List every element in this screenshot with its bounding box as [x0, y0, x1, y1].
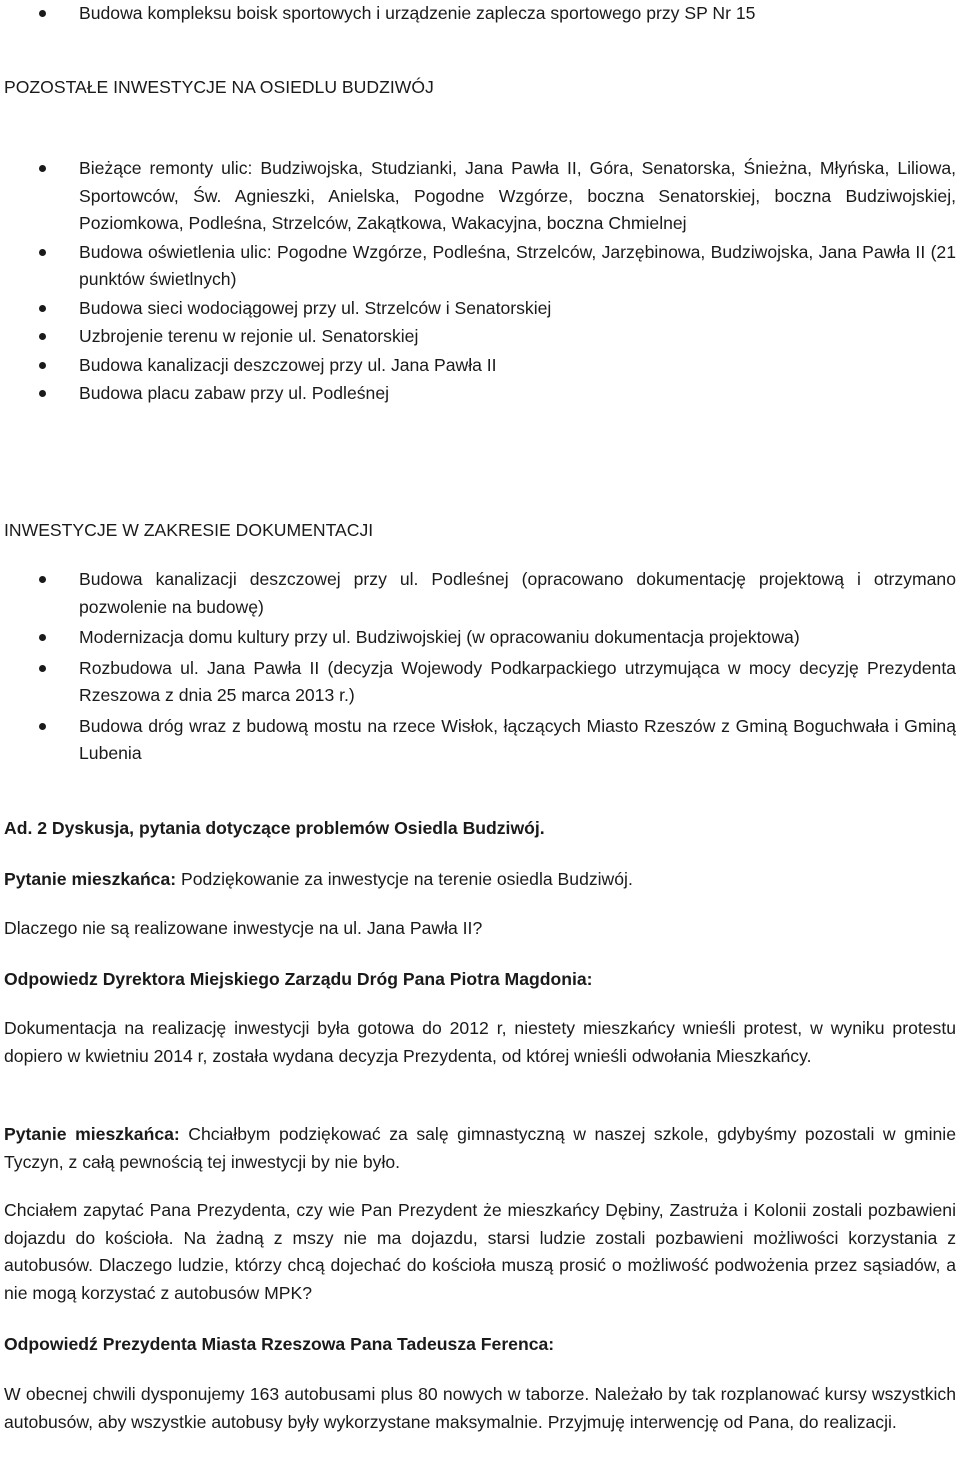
resident-question-1-followup: Dlaczego nie są realizowane inwestycje na ul. Jana Pawła II? [4, 918, 483, 938]
bullet-icon [39, 333, 46, 340]
list-item: Budowa kanalizacji deszczowej przy ul. Jana Pawła II [0, 352, 956, 380]
other-investments-list [0, 155, 956, 409]
question-label: Pytanie mieszkańca: [4, 1124, 180, 1144]
list-item: Budowa sieci wodociągowej przy ul. Strzelców i Senatorskiej [0, 295, 956, 323]
bullet-icon [39, 390, 46, 397]
resident-question-1 [4, 866, 956, 894]
list-item: Budowa kompleksu boisk sportowych i urządzenie zaplecza sportowego przy SP Nr 15 [0, 0, 956, 28]
bullet-icon [39, 362, 46, 369]
list-item: Budowa placu zabaw przy ul. Podleśnej [0, 380, 956, 408]
bullet-icon [39, 634, 46, 641]
list-item: Budowa oświetlenia ulic: Pogodne Wzgórze, Podleśna, Strzelców, Jarzębinowa, Budziwojska, Jana Pawła II (21 punktów świetlnych) [0, 239, 956, 294]
list-item: Budowa dróg wraz z budową mostu na rzece Wisłok, łączących Miasto Rzeszów z Gminą Boguchwała i Gminą Lubenia [0, 713, 956, 768]
list-item: Budowa kanalizacji deszczowej przy ul. Podleśnej (opracowano dokumentację projektową i otrzymano pozwolenie na budowę) [0, 566, 956, 621]
bullet-icon [39, 576, 46, 583]
section-heading-documentation: INWESTYCJE W ZAKRESIE DOKUMENTACJI [4, 520, 374, 540]
list-item: Bieżące remonty ulic: Budziwojska, Studzianki, Jana Pawła II, Góra, Senatorska, Śnieżna, Młyńska, Liliowa, Sportowców, Św. Agnieszki, Anielska, Pogodne Wzgórze, boczna Senatorskiej, boczna Budziwojskiej, Poziomkowa, Podleśna, Strzelców, Zakątkowa, Wakacyjna, boczna Chmielnej [0, 155, 956, 238]
agenda-item-heading: Ad. 2 Dyskusja, pytania dotyczące problemów Osiedla Budziwój. [4, 818, 545, 838]
section-heading-other-investments: POZOSTAŁE INWESTYCJE NA OSIEDLU BUDZIWÓJ [4, 77, 434, 97]
bullet-icon [39, 723, 46, 730]
bullet-icon [39, 10, 46, 17]
question-label: Pytanie mieszkańca: [4, 869, 177, 889]
top-bullet-list [0, 0, 956, 28]
question-text: Podziękowanie za inwestycje na terenie osiedla Budziwój. [176, 869, 633, 889]
list-item: Modernizacja domu kultury przy ul. Budziwojskiej (w opracowaniu dokumentacja projektowa) [0, 624, 956, 652]
bullet-icon [39, 165, 46, 172]
resident-question-2 [4, 1121, 956, 1176]
answer-2-heading: Odpowiedź Prezydenta Miasta Rzeszowa Pana Tadeusza Ferenca: [4, 1334, 555, 1354]
resident-question-2-followup: Chciałem zapytać Pana Prezydenta, czy wie Pan Prezydent że mieszkańcy Dębiny, Zastruża i Kolonii zostali pozbawieni dojazdu do kościoła. Na żadną z mszy nie ma dojazdu, starsi ludzie zostali pozbawieni możliwości korzystania z autobusów. Dlaczego ludzie, którzy chcą dojechać do kościoła muszą prosić o możliwość podwożenia przez sąsiadów, a nie mogą korzystać z autobusów MPK? [4, 1200, 956, 1303]
list-item: Uzbrojenie terenu w rejonie ul. Senatorskiej [0, 323, 956, 351]
list-item: Rozbudowa ul. Jana Pawła II (decyzja Wojewody Podkarpackiego utrzymująca w mocy decyzję Prezydenta Rzeszowa z dnia 25 marca 2013 r.) [0, 655, 956, 710]
documentation-investments-list [0, 566, 956, 771]
question-text: Chciałbym podziękować za salę gimnastyczną w naszej szkole, gdybyśmy pozostali w gminie Tyczyn, z całą pewnością tej inwestycji by nie było. [4, 1124, 956, 1172]
bullet-icon [39, 665, 46, 672]
bullet-icon [39, 249, 46, 256]
answer-1-heading: Odpowiedz Dyrektora Miejskiego Zarządu Dróg Pana Piotra Magdonia: [4, 969, 593, 989]
bullet-icon [39, 305, 46, 312]
answer-1-text: Dokumentacja na realizację inwestycji była gotowa do 2012 r, niestety mieszkańcy wnieśli protest, w wyniku protestu dopiero w kwietniu 2014 r, została wydana decyzja Prezydenta, od której wnieśli odwołania Mieszkańcy. [4, 1018, 956, 1066]
answer-2-text: W obecnej chwili dysponujemy 163 autobusami plus 80 nowych w taborze. Należało by tak rozplanować kursy wszystkich autobusów, aby wszystkie autobusy były wykorzystane maksymalnie. Przyjmuję interwencję od Pana, do realizacji. [4, 1384, 956, 1432]
